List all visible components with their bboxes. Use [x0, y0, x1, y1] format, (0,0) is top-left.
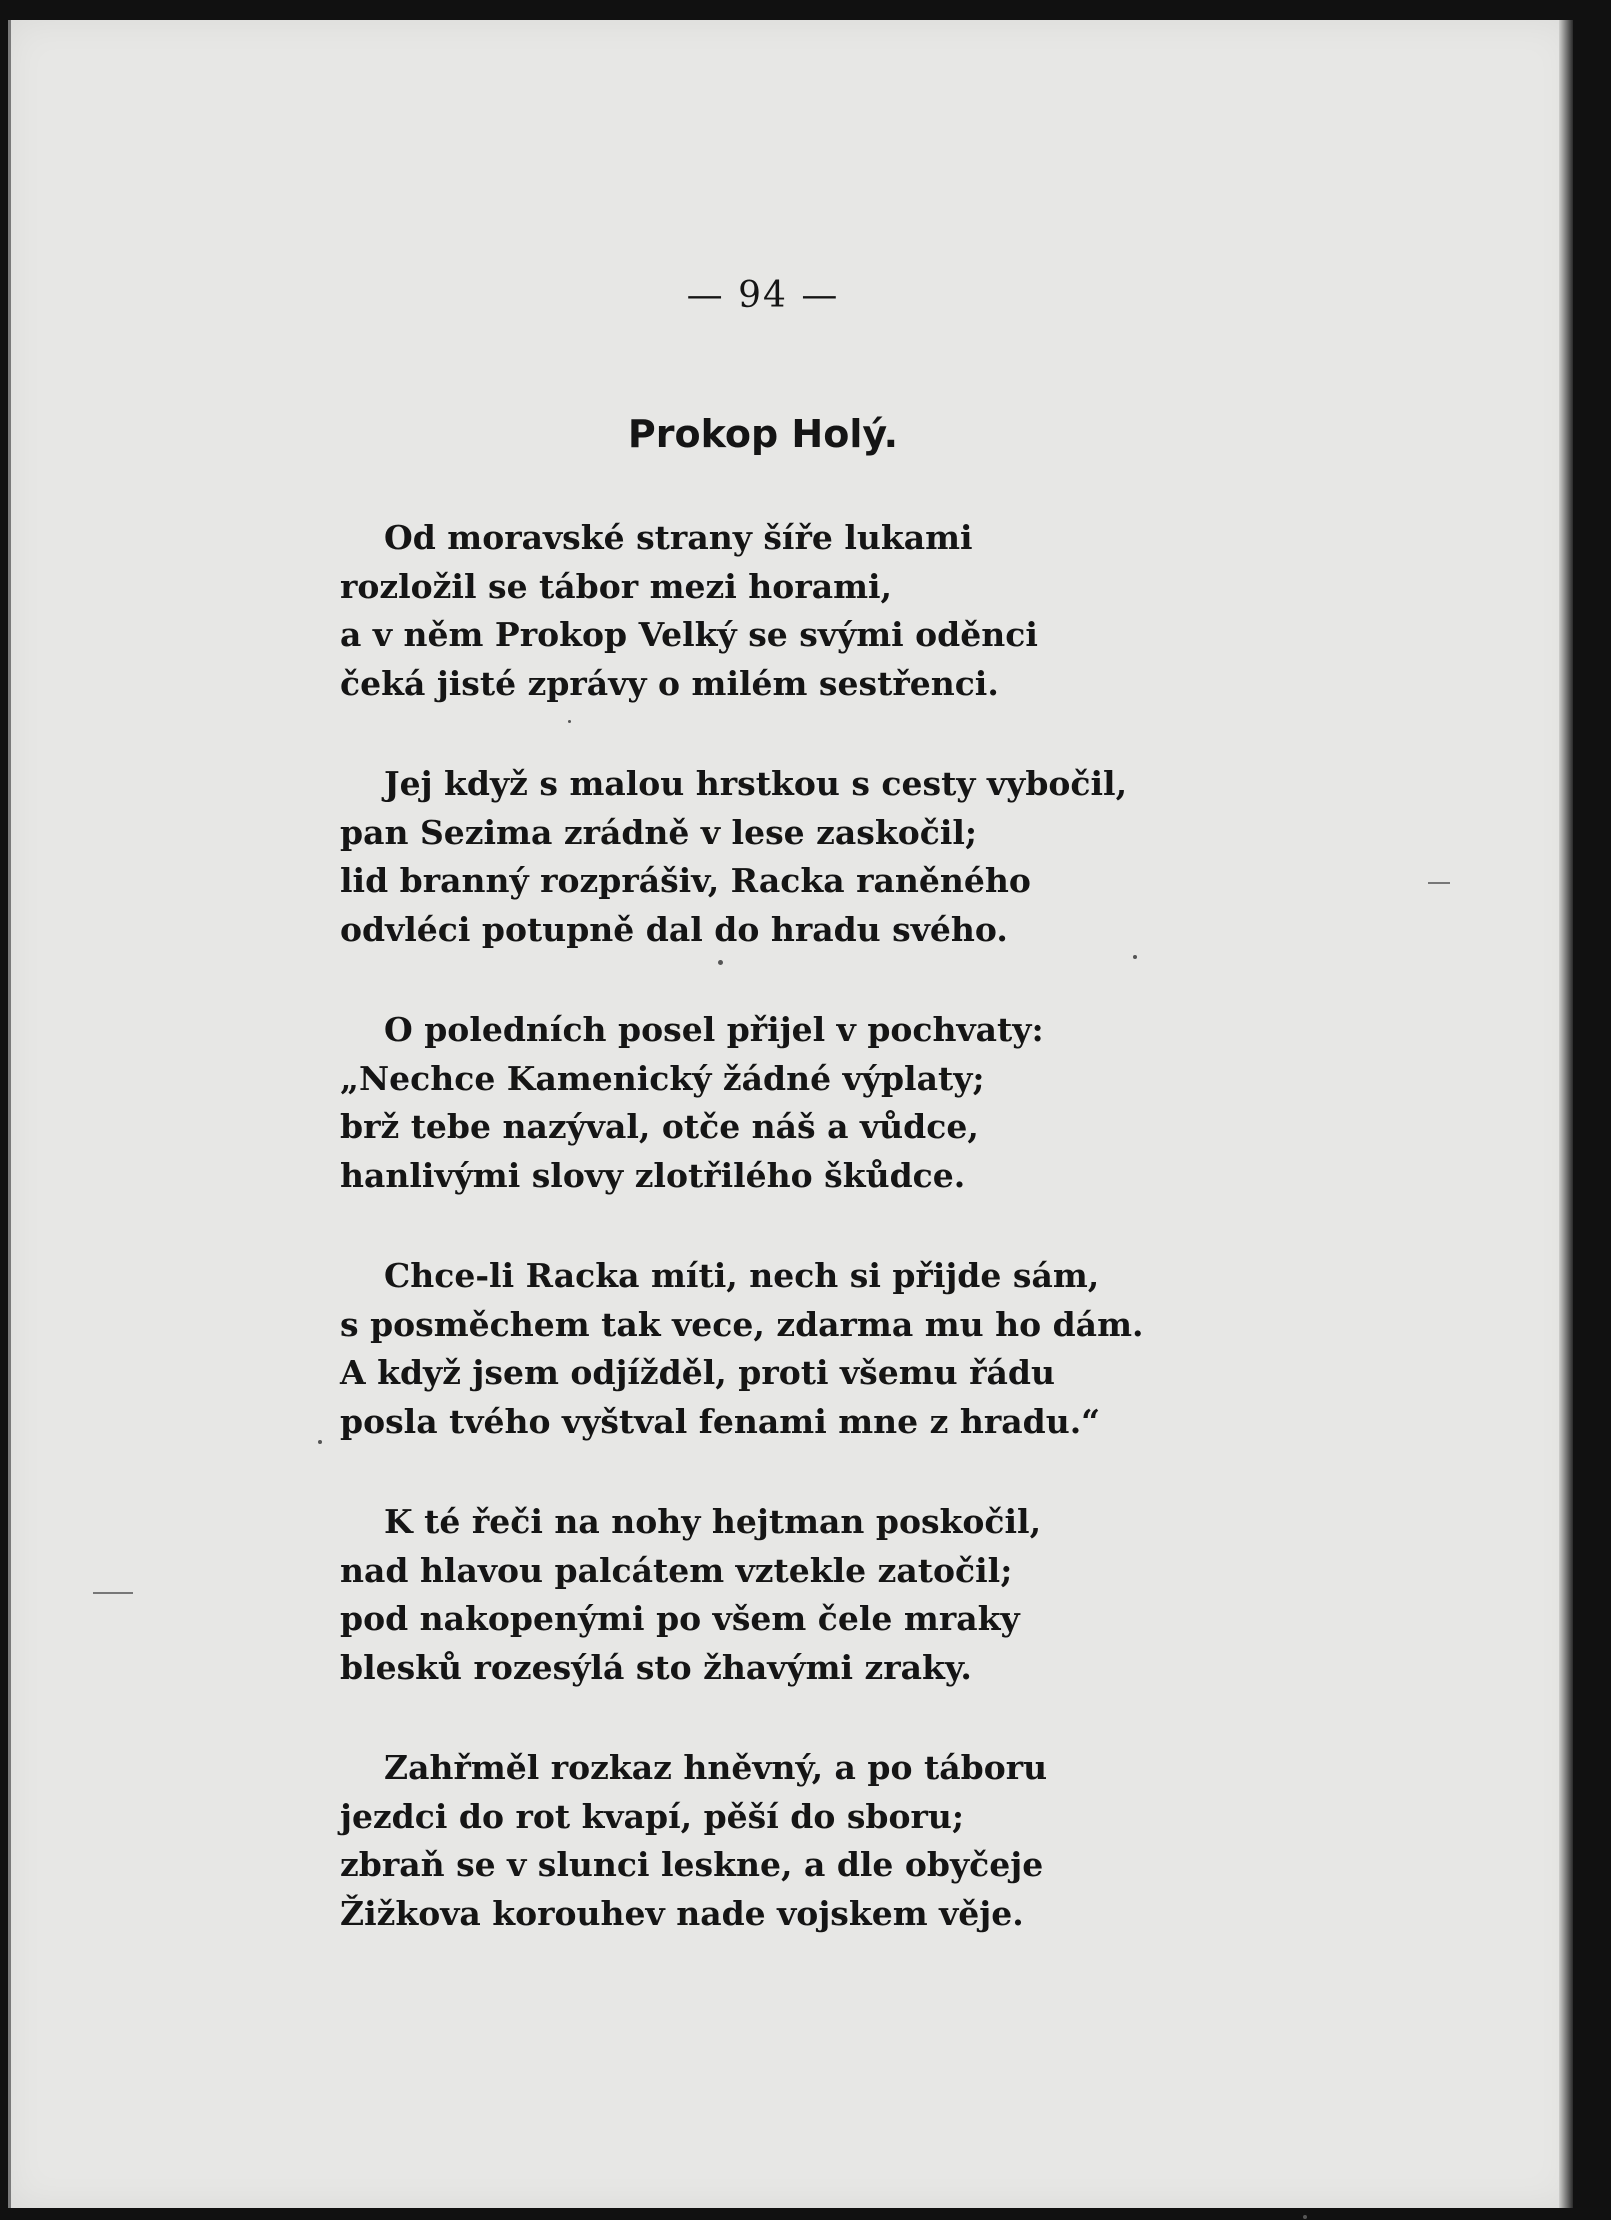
stanza [340, 1744, 1240, 1938]
page-right-edge [1559, 20, 1573, 2208]
page-number: — 94 — [686, 275, 840, 316]
poem-title: Prokop Holý. [627, 412, 899, 456]
poem-line: Od moravské strany šíře lukami [384, 518, 973, 557]
poem-line: Jej když s malou hrstkou s cesty vybočil, [384, 764, 1128, 803]
print-speck [1303, 2215, 1307, 2219]
page-left-edge [8, 20, 11, 2208]
poem-line: odvléci potupně dal do hradu svého. [340, 909, 1008, 949]
poem-line: a v něm Prokop Velký se svými oděnci [340, 615, 1038, 654]
margin-mark [1428, 882, 1450, 884]
poem-body [340, 514, 1240, 1990]
poem-line: O poledních posel přijel v pochvaty: [384, 1010, 1044, 1049]
poem-line: pan Sezima zrádně v lese zaskočil; [340, 812, 978, 852]
poem-line: posla tvého vyštval fenami mne z hradu.“ [340, 1401, 1101, 1441]
poem-line: pod nakopenými po všem čele mraky [340, 1599, 1020, 1638]
stanza [340, 1006, 1240, 1200]
poem-line: Žižkova korouhev nade vojskem věje. [340, 1893, 1024, 1933]
poem-line: Chce-li Racka míti, nech si přijde sám, [384, 1256, 1100, 1295]
poem-line: s posměchem tak vece, zdarma mu ho dám. [340, 1304, 1144, 1344]
poem-line: nad hlavou palcátem vztekle zatočil; [340, 1550, 1013, 1590]
margin-mark [93, 1592, 133, 1594]
poem-line: K té řeči na nohy hejtman poskočil, [384, 1502, 1042, 1541]
poem-line: brž tebe nazýval, otče náš a vůdce, [340, 1107, 979, 1146]
stanza [340, 1252, 1240, 1446]
poem-line: rozložil se tábor mezi horami, [340, 566, 893, 606]
poem-line: A když jsem odjížděl, proti všemu řádu [340, 1353, 1055, 1392]
print-speck [318, 1440, 322, 1444]
poem-line: lid branný rozprášiv, Racka raněného [340, 861, 1031, 900]
stanza [340, 514, 1240, 708]
stanza [340, 1498, 1240, 1692]
poem-line: blesků rozesýlá sto žhavými zraky. [340, 1647, 972, 1687]
book-page [8, 20, 1573, 2208]
poem-line: „Nechce Kamenický žádné výplaty; [340, 1058, 985, 1098]
poem-line: hanlivými slovy zlotřilého škůdce. [340, 1155, 966, 1195]
poem-line: Zahřměl rozkaz hněvný, a po táboru [384, 1748, 1048, 1787]
poem-line: zbraň se v slunci leskne, a dle obyčeje [340, 1845, 1044, 1884]
stanza [340, 760, 1240, 954]
poem-line: čeká jisté zprávy o milém sestřenci. [340, 663, 999, 703]
poem-line: jezdci do rot kvapí, pěší do sboru; [340, 1796, 965, 1836]
